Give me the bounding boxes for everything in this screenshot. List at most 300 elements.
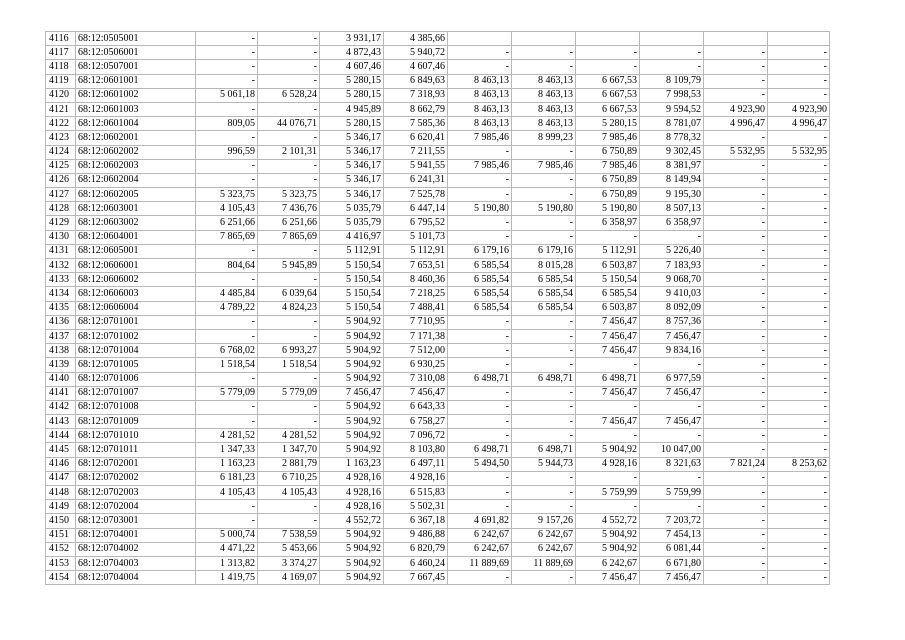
value-col-3-cell: 4 928,16	[320, 471, 384, 485]
value-col-9-cell: -	[704, 528, 768, 542]
cadastral-code-cell: 68:12:0702003	[76, 486, 196, 500]
value-col-6-cell: -	[512, 486, 576, 500]
table-row	[46, 358, 830, 372]
table-row	[46, 145, 830, 159]
value-col-1-cell: -	[196, 329, 258, 343]
value-col-8-cell: 9 594,52	[640, 102, 704, 116]
value-col-2-cell: 5 323,75	[258, 188, 320, 202]
table-row	[46, 372, 830, 386]
cadastral-code-cell: 68:12:0606003	[76, 287, 196, 301]
value-col-2-cell: -	[258, 329, 320, 343]
row-number-cell: 4150	[46, 514, 76, 528]
value-col-6-cell	[512, 32, 576, 46]
value-col-6-cell: -	[512, 329, 576, 343]
value-col-6-cell: -	[512, 173, 576, 187]
value-col-9-cell: -	[704, 216, 768, 230]
value-col-4-cell: 7 218,25	[384, 287, 448, 301]
row-number-cell: 4128	[46, 202, 76, 216]
value-col-5-cell: 8 463,13	[448, 102, 512, 116]
value-col-1-cell: 6 181,23	[196, 471, 258, 485]
value-col-7-cell: -	[576, 60, 640, 74]
value-col-1-cell: -	[196, 32, 258, 46]
row-number-cell: 4134	[46, 287, 76, 301]
value-col-8-cell: 7 456,47	[640, 329, 704, 343]
value-col-7-cell: 7 985,46	[576, 159, 640, 173]
value-col-3-cell: 5 150,54	[320, 259, 384, 273]
value-col-1-cell: 6 768,02	[196, 344, 258, 358]
value-col-4-cell: 4 385,66	[384, 32, 448, 46]
value-col-3-cell: 4 928,16	[320, 500, 384, 514]
value-col-1-cell: -	[196, 131, 258, 145]
value-col-7-cell: 6 358,97	[576, 216, 640, 230]
value-col-7-cell: 6 503,87	[576, 259, 640, 273]
cadastral-code-cell: 68:12:0701001	[76, 315, 196, 329]
value-col-7-cell: 4 552,72	[576, 514, 640, 528]
value-col-1-cell: 804,64	[196, 259, 258, 273]
row-number-cell: 4139	[46, 358, 76, 372]
value-col-1-cell: 4 471,22	[196, 542, 258, 556]
value-col-4-cell: 6 515,83	[384, 486, 448, 500]
value-col-10-cell: -	[768, 386, 830, 400]
value-col-8-cell: 8 507,13	[640, 202, 704, 216]
value-col-3-cell: 5 904,92	[320, 372, 384, 386]
cadastral-code-cell: 68:12:0701008	[76, 400, 196, 414]
value-col-4-cell: 5 940,72	[384, 46, 448, 60]
value-col-2-cell: -	[258, 32, 320, 46]
value-col-6-cell: -	[512, 145, 576, 159]
value-col-8-cell: -	[640, 471, 704, 485]
value-col-3-cell: 5 904,92	[320, 358, 384, 372]
row-number-cell: 4131	[46, 244, 76, 258]
cadastral-code-cell: 68:12:0702002	[76, 471, 196, 485]
value-col-5-cell: 6 242,67	[448, 528, 512, 542]
value-col-10-cell: -	[768, 202, 830, 216]
table-row	[46, 315, 830, 329]
value-col-7-cell: -	[576, 46, 640, 60]
value-col-1-cell: -	[196, 273, 258, 287]
value-col-3-cell: 5 346,17	[320, 159, 384, 173]
value-col-10-cell: -	[768, 216, 830, 230]
table-row	[46, 117, 830, 131]
row-number-cell: 4137	[46, 329, 76, 343]
table-row	[46, 102, 830, 116]
value-col-1-cell: 809,05	[196, 117, 258, 131]
row-number-cell: 4144	[46, 429, 76, 443]
cadastral-code-cell: 68:12:0602001	[76, 131, 196, 145]
value-col-4-cell: 7 667,45	[384, 571, 448, 585]
value-col-5-cell: 11 889,69	[448, 556, 512, 570]
value-col-10-cell: -	[768, 88, 830, 102]
value-col-6-cell: 6 585,54	[512, 273, 576, 287]
value-col-7-cell: 7 456,47	[576, 315, 640, 329]
value-col-6-cell: -	[512, 344, 576, 358]
value-col-10-cell: -	[768, 486, 830, 500]
table-row	[46, 344, 830, 358]
value-col-5-cell: -	[448, 344, 512, 358]
value-col-4-cell: 7 488,41	[384, 301, 448, 315]
value-col-4-cell: 4 607,46	[384, 60, 448, 74]
value-col-6-cell: -	[512, 571, 576, 585]
value-col-3-cell: 5 150,54	[320, 301, 384, 315]
value-col-7-cell: 6 498,71	[576, 372, 640, 386]
value-col-7-cell: -	[576, 230, 640, 244]
value-col-5-cell: -	[448, 315, 512, 329]
value-col-3-cell: 5 904,92	[320, 443, 384, 457]
cadastral-code-cell: 68:12:0507001	[76, 60, 196, 74]
value-col-6-cell: -	[512, 60, 576, 74]
value-col-1-cell: 5 779,09	[196, 386, 258, 400]
value-col-2-cell: -	[258, 173, 320, 187]
value-col-7-cell: 5 280,15	[576, 117, 640, 131]
value-col-2-cell: -	[258, 244, 320, 258]
value-col-3-cell: 4 928,16	[320, 486, 384, 500]
value-col-7-cell: 7 985,46	[576, 131, 640, 145]
value-col-10-cell: -	[768, 372, 830, 386]
value-col-5-cell: -	[448, 400, 512, 414]
value-col-3-cell: 5 904,92	[320, 400, 384, 414]
value-col-3-cell: 5 346,17	[320, 145, 384, 159]
value-col-2-cell: 6 528,24	[258, 88, 320, 102]
value-col-2-cell: -	[258, 74, 320, 88]
value-col-10-cell: 8 253,62	[768, 457, 830, 471]
value-col-6-cell: -	[512, 315, 576, 329]
cadastral-code-cell: 68:12:0701006	[76, 372, 196, 386]
table-row	[46, 244, 830, 258]
cadastral-code-cell: 68:12:0601002	[76, 88, 196, 102]
value-col-8-cell: 9 302,45	[640, 145, 704, 159]
value-col-9-cell: 4 923,90	[704, 102, 768, 116]
value-col-10-cell: -	[768, 358, 830, 372]
value-col-6-cell: 6 242,67	[512, 542, 576, 556]
cadastral-code-cell: 68:12:0505001	[76, 32, 196, 46]
value-col-2-cell: -	[258, 372, 320, 386]
value-col-8-cell: 9 410,03	[640, 287, 704, 301]
value-col-6-cell: 6 585,54	[512, 301, 576, 315]
value-col-9-cell: -	[704, 287, 768, 301]
value-col-5-cell: 6 242,67	[448, 542, 512, 556]
value-col-6-cell: -	[512, 415, 576, 429]
value-col-9-cell: -	[704, 60, 768, 74]
row-number-cell: 4146	[46, 457, 76, 471]
cadastral-code-cell: 68:12:0602003	[76, 159, 196, 173]
cadastral-code-cell: 68:12:0701011	[76, 443, 196, 457]
value-col-1-cell: 4 789,22	[196, 301, 258, 315]
row-number-cell: 4117	[46, 46, 76, 60]
value-col-10-cell: -	[768, 500, 830, 514]
row-number-cell: 4153	[46, 556, 76, 570]
value-col-10-cell: -	[768, 244, 830, 258]
value-col-5-cell: 5 494,50	[448, 457, 512, 471]
row-number-cell: 4142	[46, 400, 76, 414]
row-number-cell: 4130	[46, 230, 76, 244]
row-number-cell: 4135	[46, 301, 76, 315]
value-col-8-cell: 6 358,97	[640, 216, 704, 230]
value-col-6-cell: -	[512, 188, 576, 202]
value-col-3-cell: 5 904,92	[320, 344, 384, 358]
value-col-9-cell: -	[704, 301, 768, 315]
value-col-3-cell: 3 931,17	[320, 32, 384, 46]
value-col-2-cell: -	[258, 415, 320, 429]
value-col-1-cell: 6 251,66	[196, 216, 258, 230]
value-col-3-cell: 5 904,92	[320, 315, 384, 329]
value-col-4-cell: 5 941,55	[384, 159, 448, 173]
value-col-4-cell: 6 241,31	[384, 173, 448, 187]
table-row	[46, 88, 830, 102]
value-col-5-cell: -	[448, 230, 512, 244]
value-col-9-cell: -	[704, 344, 768, 358]
value-col-8-cell: 7 456,47	[640, 415, 704, 429]
value-col-2-cell: -	[258, 273, 320, 287]
value-col-6-cell: -	[512, 386, 576, 400]
value-col-1-cell: 5 000,74	[196, 528, 258, 542]
value-col-9-cell: -	[704, 443, 768, 457]
value-col-3-cell: 5 280,15	[320, 88, 384, 102]
value-col-8-cell: 8 778,32	[640, 131, 704, 145]
value-col-4-cell: 6 460,24	[384, 556, 448, 570]
value-col-10-cell: -	[768, 542, 830, 556]
value-col-4-cell: 7 096,72	[384, 429, 448, 443]
row-number-cell: 4116	[46, 32, 76, 46]
value-col-7-cell: 7 456,47	[576, 344, 640, 358]
value-col-8-cell: -	[640, 230, 704, 244]
table-row	[46, 415, 830, 429]
value-col-6-cell: 8 463,13	[512, 74, 576, 88]
value-col-10-cell: -	[768, 273, 830, 287]
value-col-3-cell: 5 904,92	[320, 542, 384, 556]
row-number-cell: 4148	[46, 486, 76, 500]
value-col-8-cell: 6 671,80	[640, 556, 704, 570]
table-row	[46, 60, 830, 74]
value-col-10-cell: -	[768, 259, 830, 273]
value-col-1-cell: -	[196, 400, 258, 414]
value-col-1-cell: 1 313,82	[196, 556, 258, 570]
value-col-9-cell: -	[704, 230, 768, 244]
value-col-9-cell: -	[704, 471, 768, 485]
table-row	[46, 329, 830, 343]
cadastral-code-cell: 68:12:0704003	[76, 556, 196, 570]
row-number-cell: 4121	[46, 102, 76, 116]
value-col-7-cell: 6 585,54	[576, 287, 640, 301]
value-col-4-cell: 8 103,80	[384, 443, 448, 457]
value-col-5-cell: -	[448, 571, 512, 585]
value-col-8-cell: 5 226,40	[640, 244, 704, 258]
value-col-5-cell: -	[448, 216, 512, 230]
value-col-6-cell: 6 498,71	[512, 372, 576, 386]
value-col-8-cell: 7 183,93	[640, 259, 704, 273]
table-row	[46, 216, 830, 230]
value-col-10-cell: -	[768, 188, 830, 202]
value-col-6-cell: -	[512, 500, 576, 514]
value-col-8-cell: -	[640, 400, 704, 414]
value-col-2-cell: 6 251,66	[258, 216, 320, 230]
value-col-5-cell	[448, 32, 512, 46]
value-col-7-cell: 5 112,91	[576, 244, 640, 258]
value-col-9-cell: -	[704, 486, 768, 500]
value-col-3-cell: 5 346,17	[320, 131, 384, 145]
value-col-3-cell: 5 904,92	[320, 329, 384, 343]
table-row	[46, 173, 830, 187]
table-row	[46, 571, 830, 585]
value-col-4-cell: 6 930,25	[384, 358, 448, 372]
value-col-4-cell: 6 820,79	[384, 542, 448, 556]
value-col-9-cell: -	[704, 429, 768, 443]
value-col-9-cell: -	[704, 159, 768, 173]
table-row	[46, 273, 830, 287]
value-col-6-cell: 6 498,71	[512, 443, 576, 457]
value-col-2-cell: -	[258, 60, 320, 74]
value-col-6-cell: 8 463,13	[512, 117, 576, 131]
value-col-1-cell: 1 163,23	[196, 457, 258, 471]
value-col-9-cell: -	[704, 358, 768, 372]
value-col-5-cell: -	[448, 145, 512, 159]
value-col-5-cell: -	[448, 358, 512, 372]
table-row	[46, 287, 830, 301]
row-number-cell: 4136	[46, 315, 76, 329]
value-col-3-cell: 5 904,92	[320, 556, 384, 570]
value-col-9-cell: -	[704, 315, 768, 329]
value-col-6-cell: 8 463,13	[512, 88, 576, 102]
value-col-4-cell: 6 643,33	[384, 400, 448, 414]
value-col-2-cell: 5 779,09	[258, 386, 320, 400]
row-number-cell: 4152	[46, 542, 76, 556]
value-col-10-cell: -	[768, 60, 830, 74]
value-col-1-cell: -	[196, 500, 258, 514]
value-col-10-cell: -	[768, 400, 830, 414]
value-col-2-cell: -	[258, 500, 320, 514]
value-col-5-cell: -	[448, 173, 512, 187]
value-col-8-cell: 7 456,47	[640, 571, 704, 585]
value-col-9-cell: -	[704, 556, 768, 570]
value-col-9-cell: -	[704, 329, 768, 343]
table-row	[46, 188, 830, 202]
value-col-1-cell: 996,59	[196, 145, 258, 159]
value-col-2-cell: 3 374,27	[258, 556, 320, 570]
value-col-8-cell: -	[640, 358, 704, 372]
value-col-8-cell: -	[640, 46, 704, 60]
value-col-4-cell: 7 585,36	[384, 117, 448, 131]
value-col-10-cell: -	[768, 556, 830, 570]
row-number-cell: 4151	[46, 528, 76, 542]
value-col-9-cell: -	[704, 571, 768, 585]
row-number-cell: 4133	[46, 273, 76, 287]
cadastral-code-cell: 68:12:0701004	[76, 344, 196, 358]
cadastral-code-cell: 68:12:0606001	[76, 259, 196, 273]
value-col-3-cell: 5 150,54	[320, 287, 384, 301]
value-col-2-cell: -	[258, 46, 320, 60]
value-col-3-cell: 4 416,97	[320, 230, 384, 244]
value-col-5-cell: -	[448, 429, 512, 443]
value-col-5-cell: -	[448, 188, 512, 202]
value-col-1-cell: 1 419,75	[196, 571, 258, 585]
value-col-7-cell: 4 928,16	[576, 457, 640, 471]
value-col-3-cell: 5 904,92	[320, 415, 384, 429]
cadastral-code-cell: 68:12:0606004	[76, 301, 196, 315]
value-col-10-cell: 5 532,95	[768, 145, 830, 159]
value-col-10-cell: 4 996,47	[768, 117, 830, 131]
value-col-7-cell: 7 456,47	[576, 415, 640, 429]
value-col-5-cell: 6 585,54	[448, 273, 512, 287]
value-col-1-cell: 5 061,18	[196, 88, 258, 102]
value-col-9-cell: -	[704, 514, 768, 528]
value-col-5-cell: 6 585,54	[448, 287, 512, 301]
value-col-1-cell: -	[196, 514, 258, 528]
value-col-8-cell: 7 203,72	[640, 514, 704, 528]
table-row	[46, 500, 830, 514]
value-col-5-cell: -	[448, 471, 512, 485]
value-col-10-cell: -	[768, 344, 830, 358]
row-number-cell: 4154	[46, 571, 76, 585]
value-col-10-cell: 4 923,90	[768, 102, 830, 116]
value-col-3-cell: 5 150,54	[320, 273, 384, 287]
value-col-7-cell: 5 904,92	[576, 443, 640, 457]
value-col-5-cell: -	[448, 415, 512, 429]
value-col-8-cell: 8 109,79	[640, 74, 704, 88]
value-col-1-cell: 4 281,52	[196, 429, 258, 443]
table-row	[46, 556, 830, 570]
value-col-8-cell: 8 149,94	[640, 173, 704, 187]
value-col-7-cell: 6 750,89	[576, 145, 640, 159]
value-col-7-cell: 5 150,54	[576, 273, 640, 287]
value-col-4-cell: 8 662,79	[384, 102, 448, 116]
value-col-3-cell: 4 945,89	[320, 102, 384, 116]
value-col-4-cell: 7 512,00	[384, 344, 448, 358]
cadastral-code-cell: 68:12:0602002	[76, 145, 196, 159]
value-col-10-cell: -	[768, 46, 830, 60]
value-col-2-cell: 7 538,59	[258, 528, 320, 542]
value-col-6-cell: 8 015,28	[512, 259, 576, 273]
value-col-10-cell: -	[768, 329, 830, 343]
value-col-9-cell: -	[704, 386, 768, 400]
value-col-5-cell: 8 463,13	[448, 117, 512, 131]
value-col-4-cell: 7 710,95	[384, 315, 448, 329]
value-col-6-cell: 6 179,16	[512, 244, 576, 258]
row-number-cell: 4141	[46, 386, 76, 400]
value-col-5-cell: 8 463,13	[448, 74, 512, 88]
value-col-3-cell: 4 552,72	[320, 514, 384, 528]
row-number-cell: 4145	[46, 443, 76, 457]
cadastral-code-cell: 68:12:0602005	[76, 188, 196, 202]
value-col-2-cell: -	[258, 400, 320, 414]
value-col-8-cell: 7 456,47	[640, 386, 704, 400]
value-col-10-cell: -	[768, 173, 830, 187]
value-col-10-cell	[768, 32, 830, 46]
value-col-9-cell: -	[704, 202, 768, 216]
value-col-2-cell: -	[258, 315, 320, 329]
cadastral-code-cell: 68:12:0701009	[76, 415, 196, 429]
value-col-8-cell: 8 381,97	[640, 159, 704, 173]
cadastral-code-cell: 68:12:0704002	[76, 542, 196, 556]
value-col-3-cell: 5 035,79	[320, 202, 384, 216]
value-col-4-cell: 9 486,88	[384, 528, 448, 542]
value-col-7-cell: -	[576, 429, 640, 443]
value-col-9-cell: 7 821,24	[704, 457, 768, 471]
cadastral-code-cell: 68:12:0701005	[76, 358, 196, 372]
value-col-2-cell: -	[258, 159, 320, 173]
value-col-8-cell: 10 047,00	[640, 443, 704, 457]
value-col-8-cell: -	[640, 429, 704, 443]
value-col-1-cell: -	[196, 244, 258, 258]
value-col-3-cell: 5 904,92	[320, 528, 384, 542]
value-col-9-cell: -	[704, 415, 768, 429]
value-col-5-cell: 6 179,16	[448, 244, 512, 258]
value-col-6-cell: 8 999,23	[512, 131, 576, 145]
value-col-3-cell: 1 163,23	[320, 457, 384, 471]
value-col-4-cell: 6 620,41	[384, 131, 448, 145]
value-col-7-cell: 6 503,87	[576, 301, 640, 315]
cadastral-code-cell: 68:12:0606002	[76, 273, 196, 287]
value-col-4-cell: 6 849,63	[384, 74, 448, 88]
value-col-2-cell: 2 101,31	[258, 145, 320, 159]
